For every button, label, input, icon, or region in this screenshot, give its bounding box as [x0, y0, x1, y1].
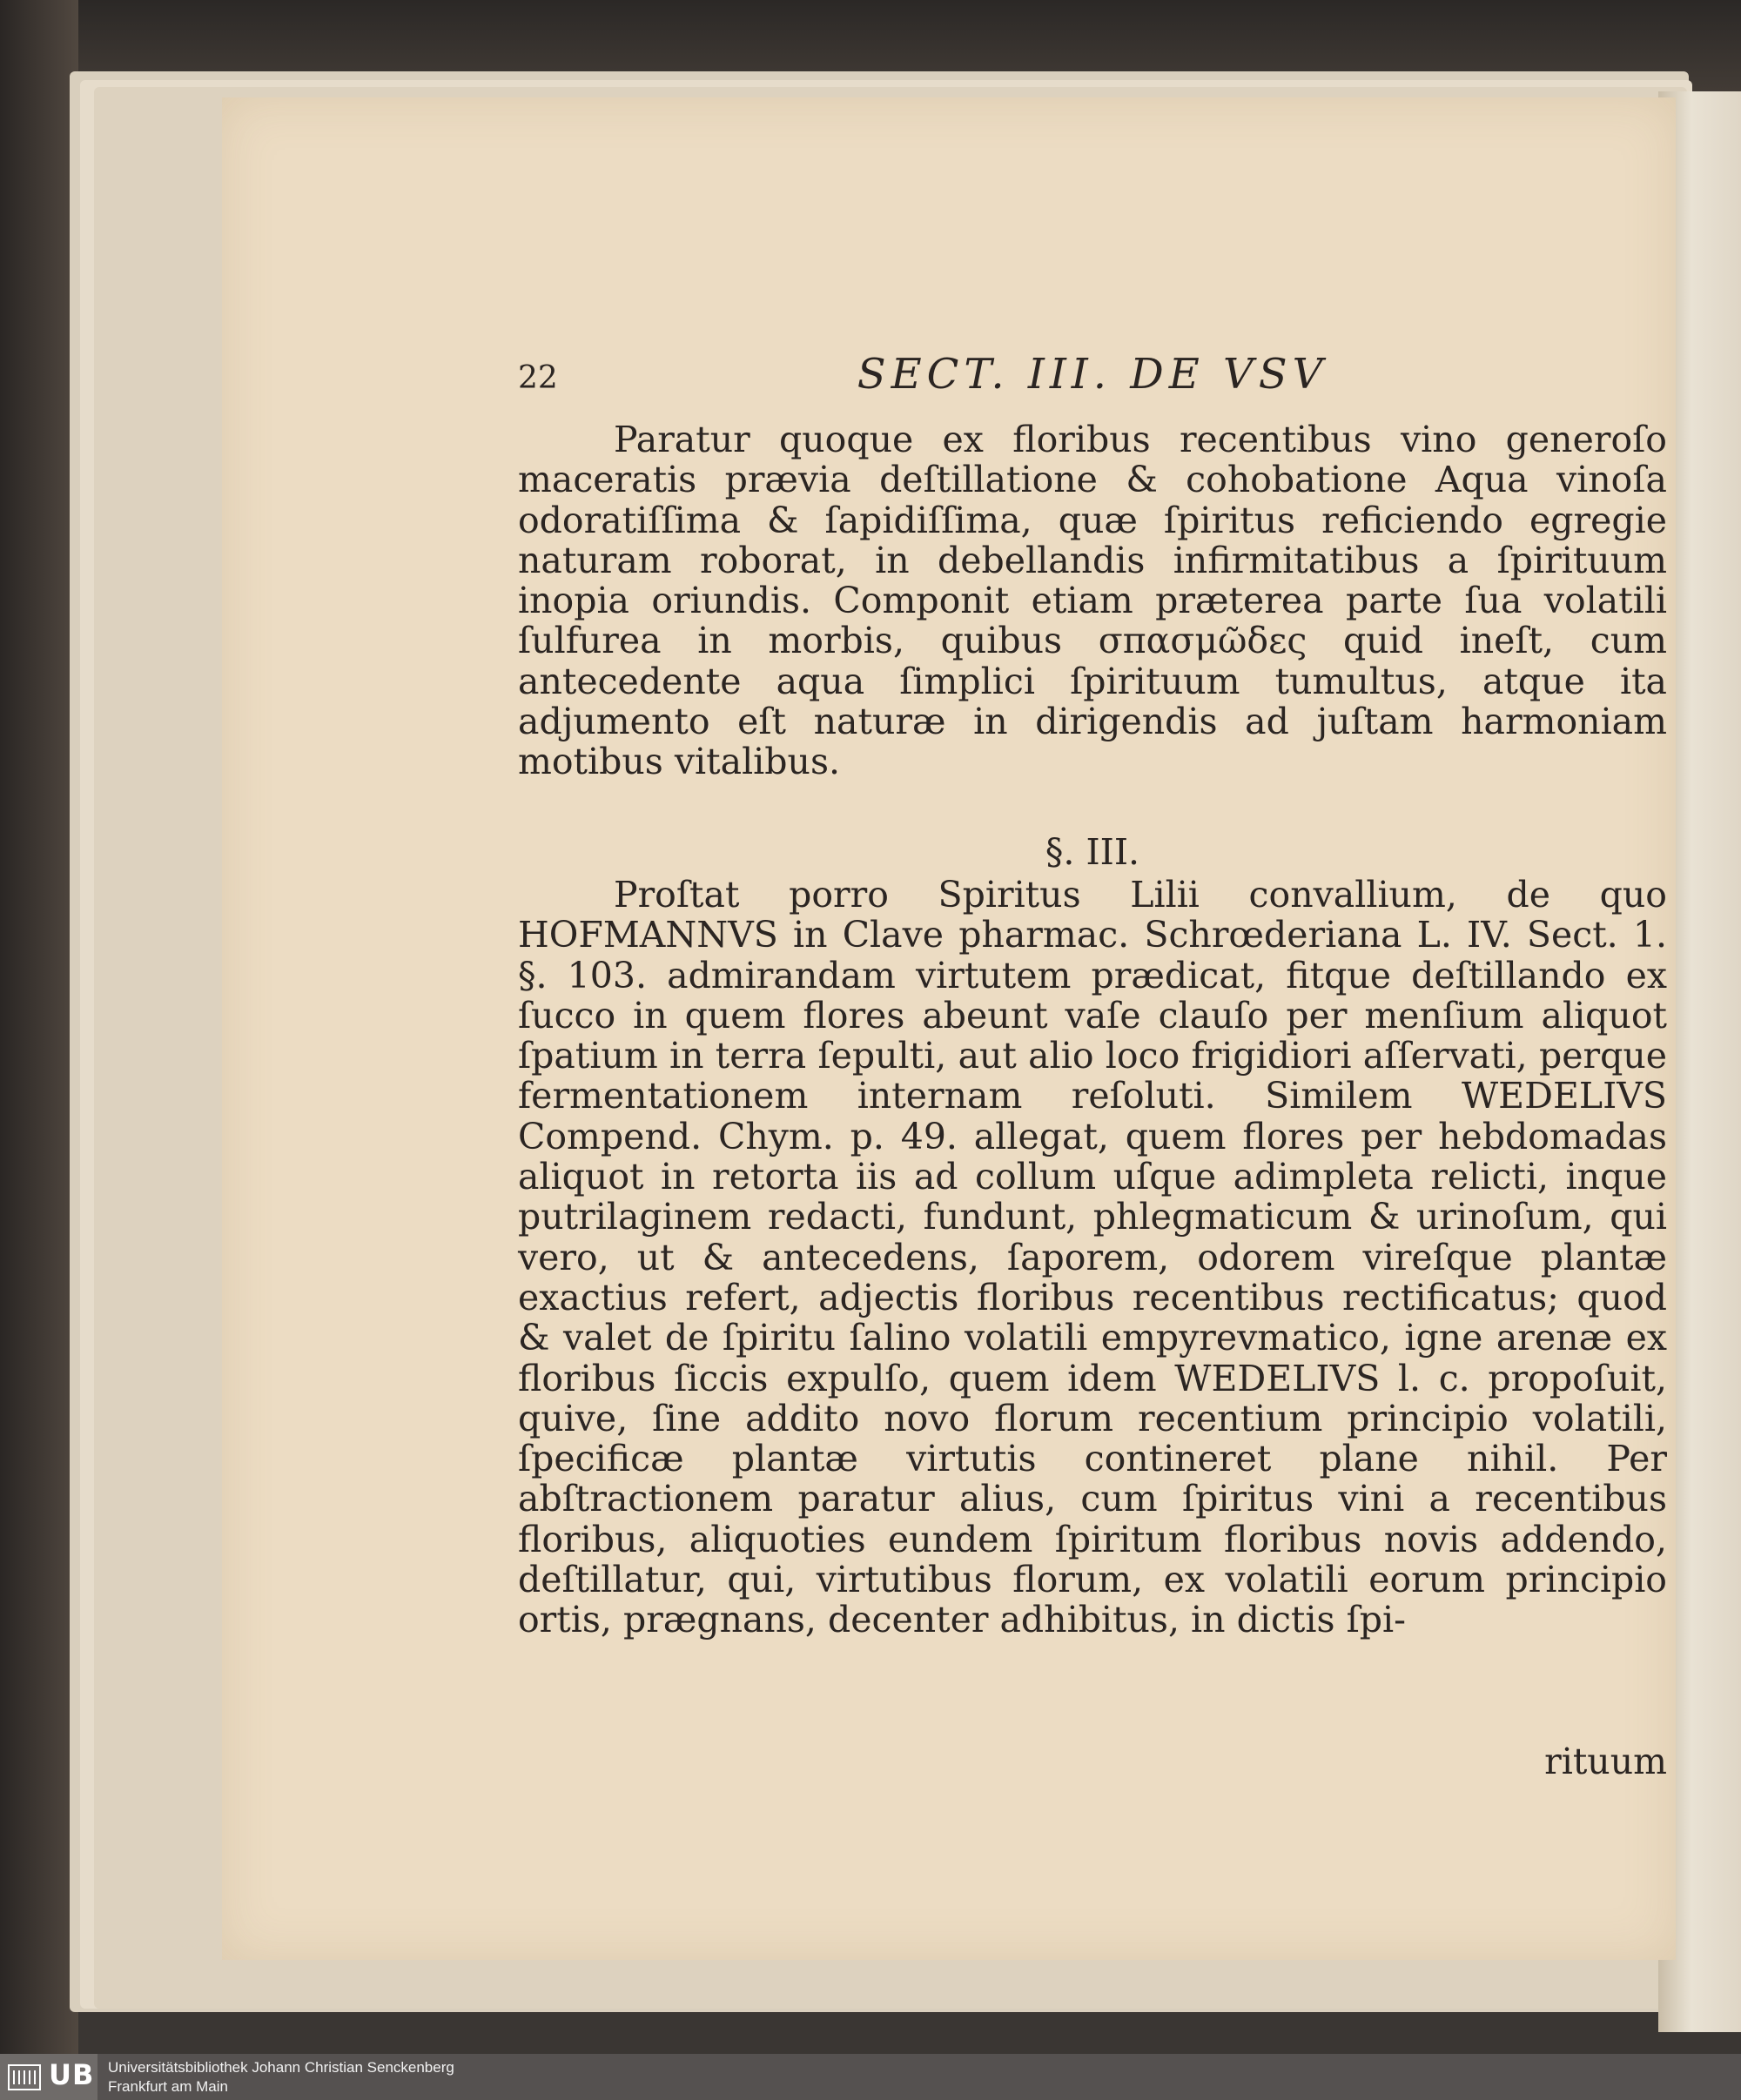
- backdrop-left: [0, 0, 78, 2054]
- catchword: rituum: [1544, 1741, 1667, 1782]
- footer-bar: [0, 2054, 1741, 2100]
- library-logo-icon: [7, 2062, 42, 2093]
- book-page: [222, 97, 1676, 1960]
- page-number: 22: [518, 360, 558, 396]
- paragraph-second: Proſtat porro Spiritus Lilii convallium, de quo HOFMANNVS in Clave pharmac. Schrœderiana L. IV. Sect. 1. §. 103. admirandam virtutem prædicat, fitque deſtillando ex ſucco in quem flores abeunt vaſe clauſo per menſium aliquot ſpatium in terra ſepulti, aut alio loco frigidiori aſſervati, perque fermentationem internam reſoluti. Similem WEDELIVS Compend. Chym. p. 49. allegat, quem flores per hebdomadas aliquot in retorta iis ad collum uſque adimpleta relicti, inque putrilaginem redacti, fundunt, phlegmaticum & urinoſum, qui vero, ut & antecedens, ſaporem, odorem vireſque plantæ exactius refert, adjectis floribus recentibus rectificatus; quod & valet de ſpiritu ſalino volatili empyrevmatico, igne arenæ ex floribus ſiccis expulſo, quem idem WEDELIVS l. c. propoſuit, quive, ſine addito novo florum recentium principio volatili, ſpecificæ plantæ virtutis contineret plane nihil. Per abſtractionem paratur alius, cum ſpiritus vini a recentibus floribus, aliquoties eundem ſpiritum floribus novis addendo, deſtillatur, qui, virtutibus florum, ex volatili eorum principio ortis, prægnans, decenter adhibitus, in dictis ſpi-: [518, 874, 1667, 1641]
- footer-institution: Universitätsbibliothek Johann Christian Senckenberg: [108, 2059, 454, 2076]
- page-header: [518, 350, 1667, 402]
- paragraph-first: Paratur quoque ex floribus recentibus vino generoſo maceratis prævia deſtillatione & cohobatione Aqua vinoſa odoratiſſima & ſapidiſſima, quæ ſpiritus reficiendo egregie naturam roborat, in debellandis infirmitatibus a ſpirituum inopia oriundis. Componit etiam præterea parte ſua volatili ſulfurea in morbis, quibus σπασμῶδες quid ineſt, cum antecedente aqua ſimplici ſpirituum tumultus, atque ita adjumento eſt naturæ in dirigendis ad juſtam harmoniam motibus vitalibus.: [518, 419, 1667, 783]
- logo-text: UB: [49, 2058, 95, 2091]
- footer-location: Frankfurt am Main: [108, 2078, 228, 2095]
- library-logo[interactable]: [0, 2054, 97, 2100]
- running-head: SECT. III. DE VSV: [857, 350, 1328, 399]
- section-heading: §. III.: [1045, 831, 1140, 873]
